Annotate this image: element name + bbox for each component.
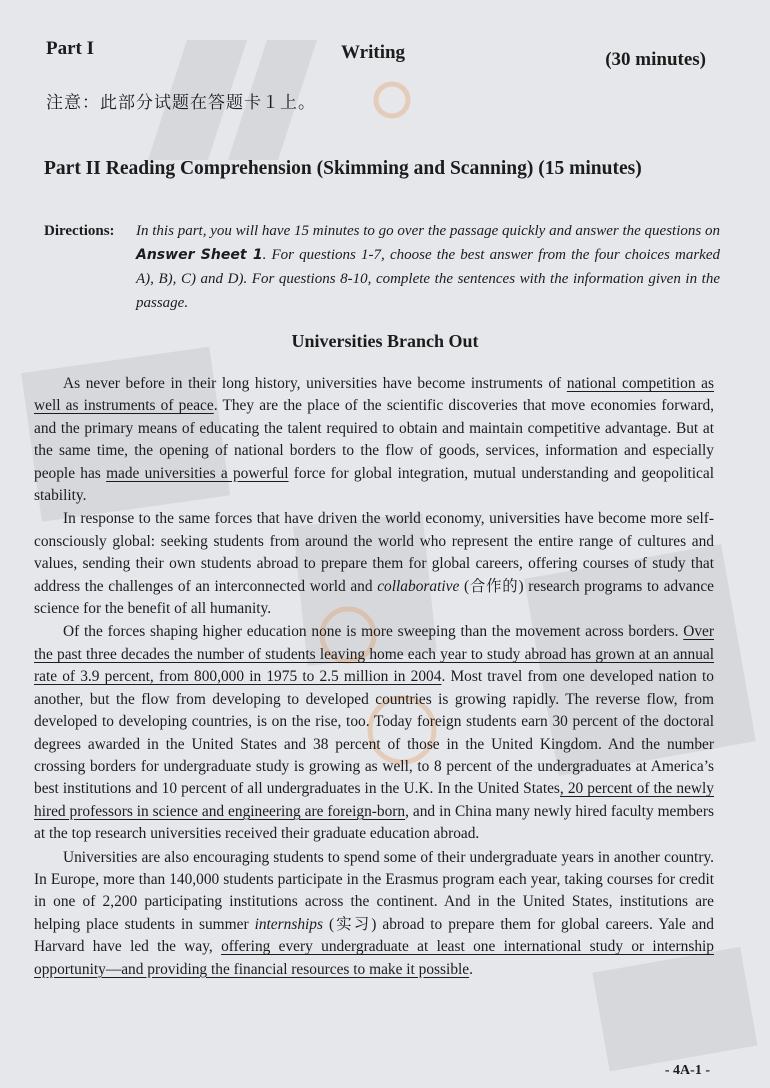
underlined-text: offering every undergraduate at least one international study or internship opportunity—and providing the financial resources to make it possible — [34, 938, 714, 978]
passage-title: Universities Branch Out — [291, 331, 479, 351]
part-one-header — [46, 38, 706, 68]
text-run: (合作的) research programs to advance science for the benefit of all humanity. — [34, 577, 714, 618]
directions-text-b: . For questions 1-7, choose the best answer from the four choices marked A), B), C) and D). For questions 8-10, complete the sentences with the information given in the passage. — [136, 247, 720, 311]
text-run: Of the forces shaping higher education none is more sweeping than the movement across borders. — [63, 623, 684, 641]
text-run: In response to the same forces that have driven the world economy, universities have become more self-consciously global: seeking students from around the world who represent the entire range of cultures and values, sending their own students abroad to prepare them for global careers, offering courses of study that address the challenges of an interconnected world and — [34, 510, 714, 595]
italic-term: internships — [254, 915, 323, 933]
paragraph-2 — [34, 508, 714, 620]
answer-sheet-label: Answer Sheet 1 — [136, 247, 263, 263]
paragraph-1 — [34, 373, 714, 507]
part-time: (30 minutes) — [605, 49, 706, 70]
text-run: As never before in their long history, universities have become instruments of — [63, 375, 567, 392]
underlined-text: Over the past three decades the number of students leaving home each year to study abroad has grown at an annual rate of 3.9 percent, from 800,000 in 1975 to 2.5 million in 2004 — [34, 623, 714, 686]
text-run: , and in China many newly hired faculty members at the top research universities received their graduate education abroad. — [34, 802, 714, 843]
directions-text — [136, 219, 720, 315]
paragraph-4 — [34, 847, 714, 981]
underlined-text: made universities a powerful — [106, 464, 289, 482]
text-run: . Most travel from one developed nation to another, but the flow from developing to developed countries is growing rapidly. The reverse flow, from developed to developing countries, is on the rise, too. Today foreign students earn 30 percent of the doctoral degrees awarded in the United States and 38 percent of those in the United Kingdom. And the number crossing borders for undergraduate study is growing as well, to 8 percent of the undergraduates at America’s best institutions and 10 percent of all undergraduates in the U.K. In the United States — [34, 668, 714, 798]
page-number: - 4A-1 - — [664, 1063, 710, 1078]
part-label: Part I — [46, 38, 95, 59]
part-two-header: Part II Reading Comprehension (Skimming and Scanning) (15 minutes) — [44, 158, 642, 179]
text-run: . They are the place of the scientific discoveries that move economies forward, and the primary means of educating the talent required to obtain and maintain competitive advantage. But at the same time, the opening of national borders to the flow of goods, services, information and especially people has — [34, 397, 714, 482]
underlined-text: , 20 percent of the newly hired professors in science and engineering are foreign-born — [34, 780, 715, 820]
text-run: . — [469, 960, 473, 978]
directions-label: Directions: — [44, 223, 115, 239]
passage-body — [34, 373, 714, 982]
text-run: Universities are also encouraging students to spend some of their undergraduate years in another country. In Europe, more than 140,000 students participate in the Erasmus program each year, taking courses for credit in one of 2,200 participating institutions across the continent. And in the United States, institutions are helping place students in summer — [34, 848, 714, 933]
part-title: Writing — [341, 42, 406, 63]
paragraph-3 — [34, 621, 714, 845]
text-run: (实习) abroad to prepare them for global careers. Yale and Harvard have led the way, — [34, 915, 715, 956]
underlined-text: national competition as well as instruments of peace — [34, 375, 714, 415]
answer-sheet-note: 注意：此部分试题在答题卡１上。 — [46, 93, 316, 113]
italic-term: collaborative — [377, 577, 460, 595]
text-run: force for global integration, mutual understanding and geopolitical stability. — [34, 464, 714, 505]
directions-text-a: In this part, you will have 15 minutes to go over the passage quickly and answer the questions on — [136, 223, 720, 239]
